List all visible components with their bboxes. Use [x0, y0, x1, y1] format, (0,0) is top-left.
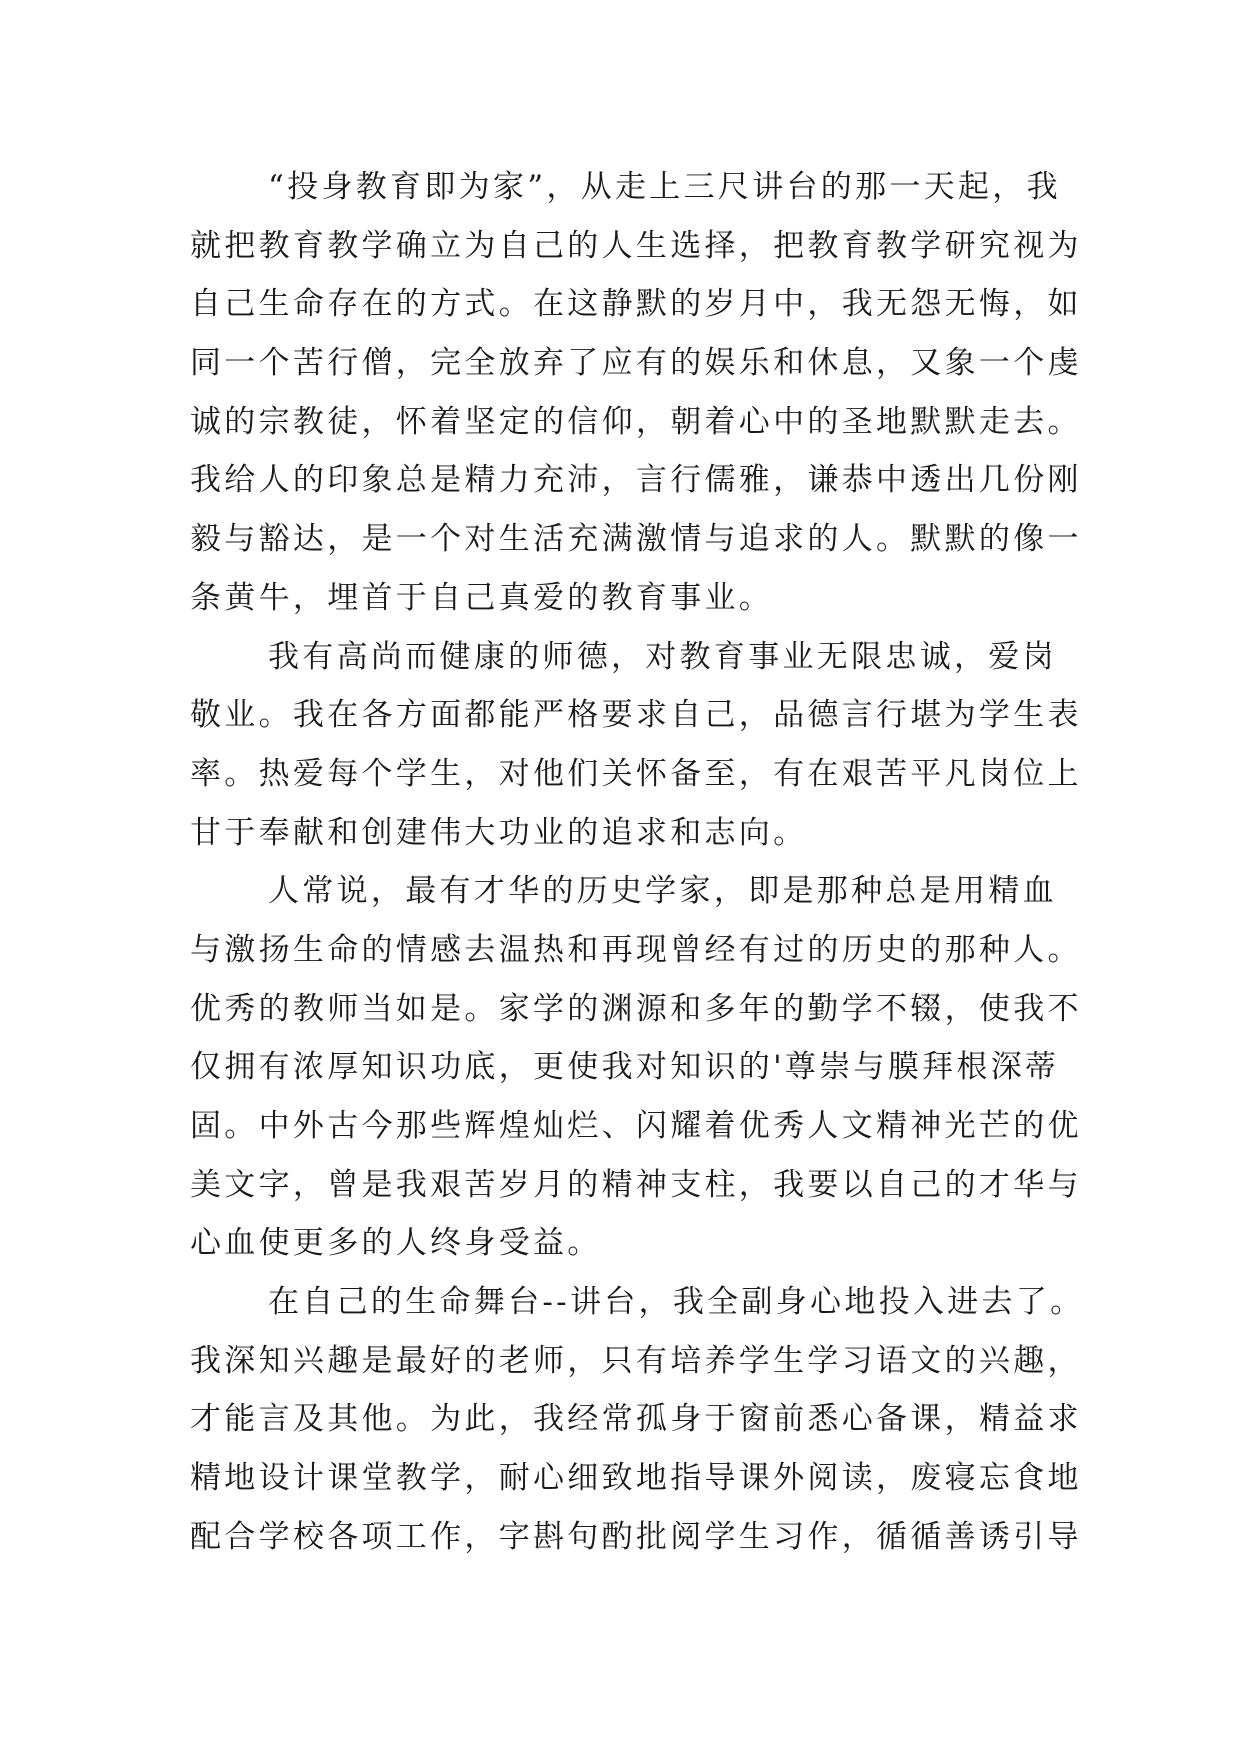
text-line: 同一个苦行僧，完全放弃了应有的娱乐和休息，又象一个虔: [190, 345, 1082, 382]
text-line: 人常说，最有才华的历史学家，即是那种总是用精血: [268, 873, 1057, 910]
text-line: 就把教育教学确立为自己的人生选择，把教育教学研究视为: [190, 227, 1082, 264]
text-line: 毅与豁达，是一个对生活充满激情与追求的人。默默的像一: [190, 521, 1082, 558]
text-line: 心血使更多的人终身受益。: [190, 1225, 602, 1262]
text-line: 美文字，曾是我艰苦岁月的精神支柱，我要以自己的才华与: [190, 1166, 1082, 1203]
body-text: [190, 158, 1085, 1567]
text-line: 甘于奉献和创建伟大功业的追求和志向。: [190, 814, 808, 851]
text-line: 我深知兴趣是最好的老师，只有培养学生学习语文的兴趣，: [190, 1342, 1082, 1379]
text-line: 敬业。我在各方面都能严格要求自己，品德言行堪为学生表: [190, 697, 1082, 734]
text-line: 条黄牛，埋首于自己真爱的教育事业。: [190, 579, 774, 616]
text-line: 诚的宗教徒，怀着坚定的信仰，朝着心中的圣地默默走去。: [190, 403, 1082, 440]
text-line: 我有高尚而健康的师德，对教育事业无限忠诚，爱岗: [268, 638, 1057, 675]
paragraph-4: [190, 1273, 1085, 1566]
paragraph-1: [190, 158, 1082, 628]
text-line: 率。热爱每个学生，对他们关怀备至，有在艰苦平凡岗位上: [190, 755, 1082, 792]
text-line: 自己生命存在的方式。在这静默的岁月中，我无怨无悔，如: [190, 286, 1082, 323]
text-line: 在自己的生命舞台--讲台，我全副身心地投入进去了。: [268, 1284, 1085, 1321]
text-line: 与激扬生命的情感去温热和再现曾经有过的历史的那种人。: [190, 931, 1082, 968]
paragraph-3: [190, 862, 1082, 1273]
text-line: 精地设计课堂教学，耐心细致地指导课外阅读，废寝忘食地: [190, 1460, 1082, 1497]
text-line: 配合学校各项工作，字斟句酌批阅学生习作，循循善诱引导: [190, 1518, 1082, 1555]
text-line: 固。中外古今那些辉煌灿烂、闪耀着优秀人文精神光芒的优: [190, 1108, 1082, 1144]
paragraph-2: [190, 628, 1082, 863]
text-line: 优秀的教师当如是。家学的渊源和多年的勤学不辍，使我不: [190, 990, 1082, 1027]
text-line: 我给人的印象总是精力充沛，言行儒雅，谦恭中透出几份刚: [190, 462, 1082, 499]
text-line: “投身教育即为家”，从走上三尺讲台的那一天起，我: [268, 169, 1061, 205]
text-line: 仅拥有浓厚知识功底，更使我对知识的'尊崇与膜拜根深蒂: [190, 1049, 1060, 1086]
text-line: 才能言及其他。为此，我经常孤身于窗前悉心备课，精益求: [190, 1401, 1082, 1438]
